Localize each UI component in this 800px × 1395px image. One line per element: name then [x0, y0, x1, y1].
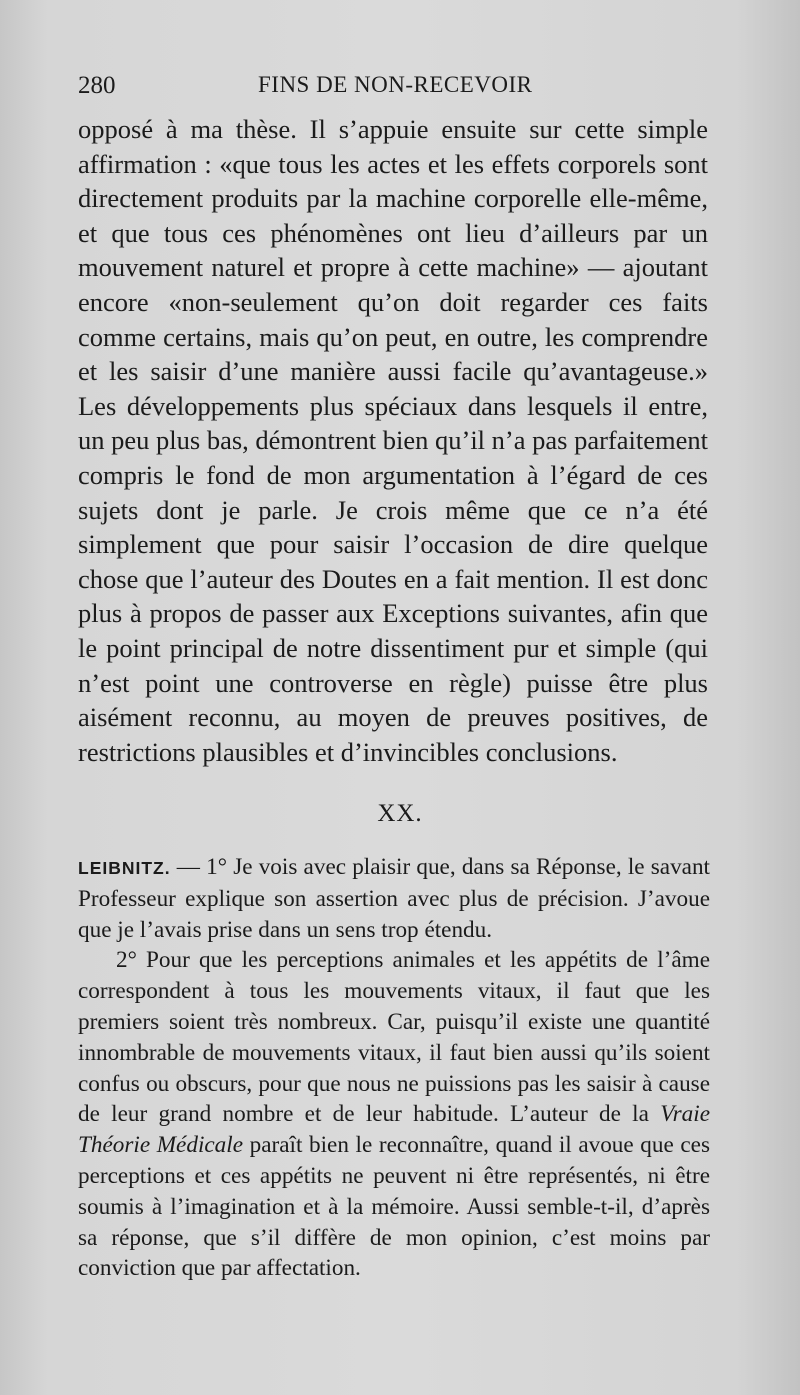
leibniz-reply — [78, 852, 710, 1284]
leibniz-paragraph-1-text: — 1° Je vois avec plaisir que, dans sa Réponse, le savant Professeur explique son assertion avec plus de précision. J’avoue que je l’avais prise dans un sens trop étendu. — [78, 854, 710, 943]
body-paragraph: opposé à ma thèse. Il s’appuie ensuite sur cette simple affirmation : «que tous les actes et les effets corporels sont directement produits par la machine corporelle elle-même, et que tous ces phénomènes ont lieu d’ailleurs par un mouvement naturel et propre à cette machine» — ajoutant encore «non-seulement qu’on doit regarder ces faits comme certains, mais qu’on peut, en outre, les comprendre et les saisir d’une manière aussi facile qu’avantageuse.» Les développements plus spéciaux dans lesquels il entre, un peu plus bas, démontrent bien qu’il n’a pas parfaitement compris le fond de mon argumentation à l’égard de ces sujets dont je parle. Je crois même que ce n’a été simplement que pour saisir l’occasion de dire quelque chose que l’auteur des Doutes en a fait mention. Il est donc plus à propos de passer aux Exceptions suivantes, afin que le point principal de notre dissentiment pur et simple (qui n’est point une controverse en règle) puisse être plus aisément reconnu, au moyen de preuves positives, de restrictions plausibles et d’invincibles conclusions. — [78, 114, 708, 767]
speaker-name: LEIBNITZ. — [78, 858, 171, 878]
leibniz-paragraph-2 — [78, 945, 710, 1284]
section-heading: XX. — [377, 800, 423, 827]
leibniz-paragraph-2-text-b: paraît bien le reconnaître, quand il avoue que ces perceptions et ces appétits ne peuvent ni être représentés, ni être soumis à l’imagination et à la mémoire. Aussi semble-t-il, d’après sa réponse, que s’il diffère de mon opinion, c’est moins par conviction que par affectation. — [78, 1132, 710, 1282]
page-number: 280 — [78, 72, 116, 99]
running-title: FINS DE NON-RECEVOIR — [258, 72, 533, 97]
book-title: Vraie Théorie Médicale — [78, 1101, 710, 1159]
running-head — [78, 72, 708, 106]
leibniz-paragraph-2-text-a: 2° Pour que les perceptions animales et les appétits de l’âme correspondent à tous les mouvements vitaux, il faut que les premiers soient très nombreux. Car, puisqu’il existe une quantité innombrable de mouvements vitaux, il faut bien aussi qu’ils soient confus ou obscurs, pour que nous ne puissions pas les saisir à cause de leur grand nombre et de leur habitude. L’auteur de la — [78, 947, 710, 1128]
body-text — [78, 112, 708, 769]
leibniz-paragraph-1 — [78, 852, 710, 945]
